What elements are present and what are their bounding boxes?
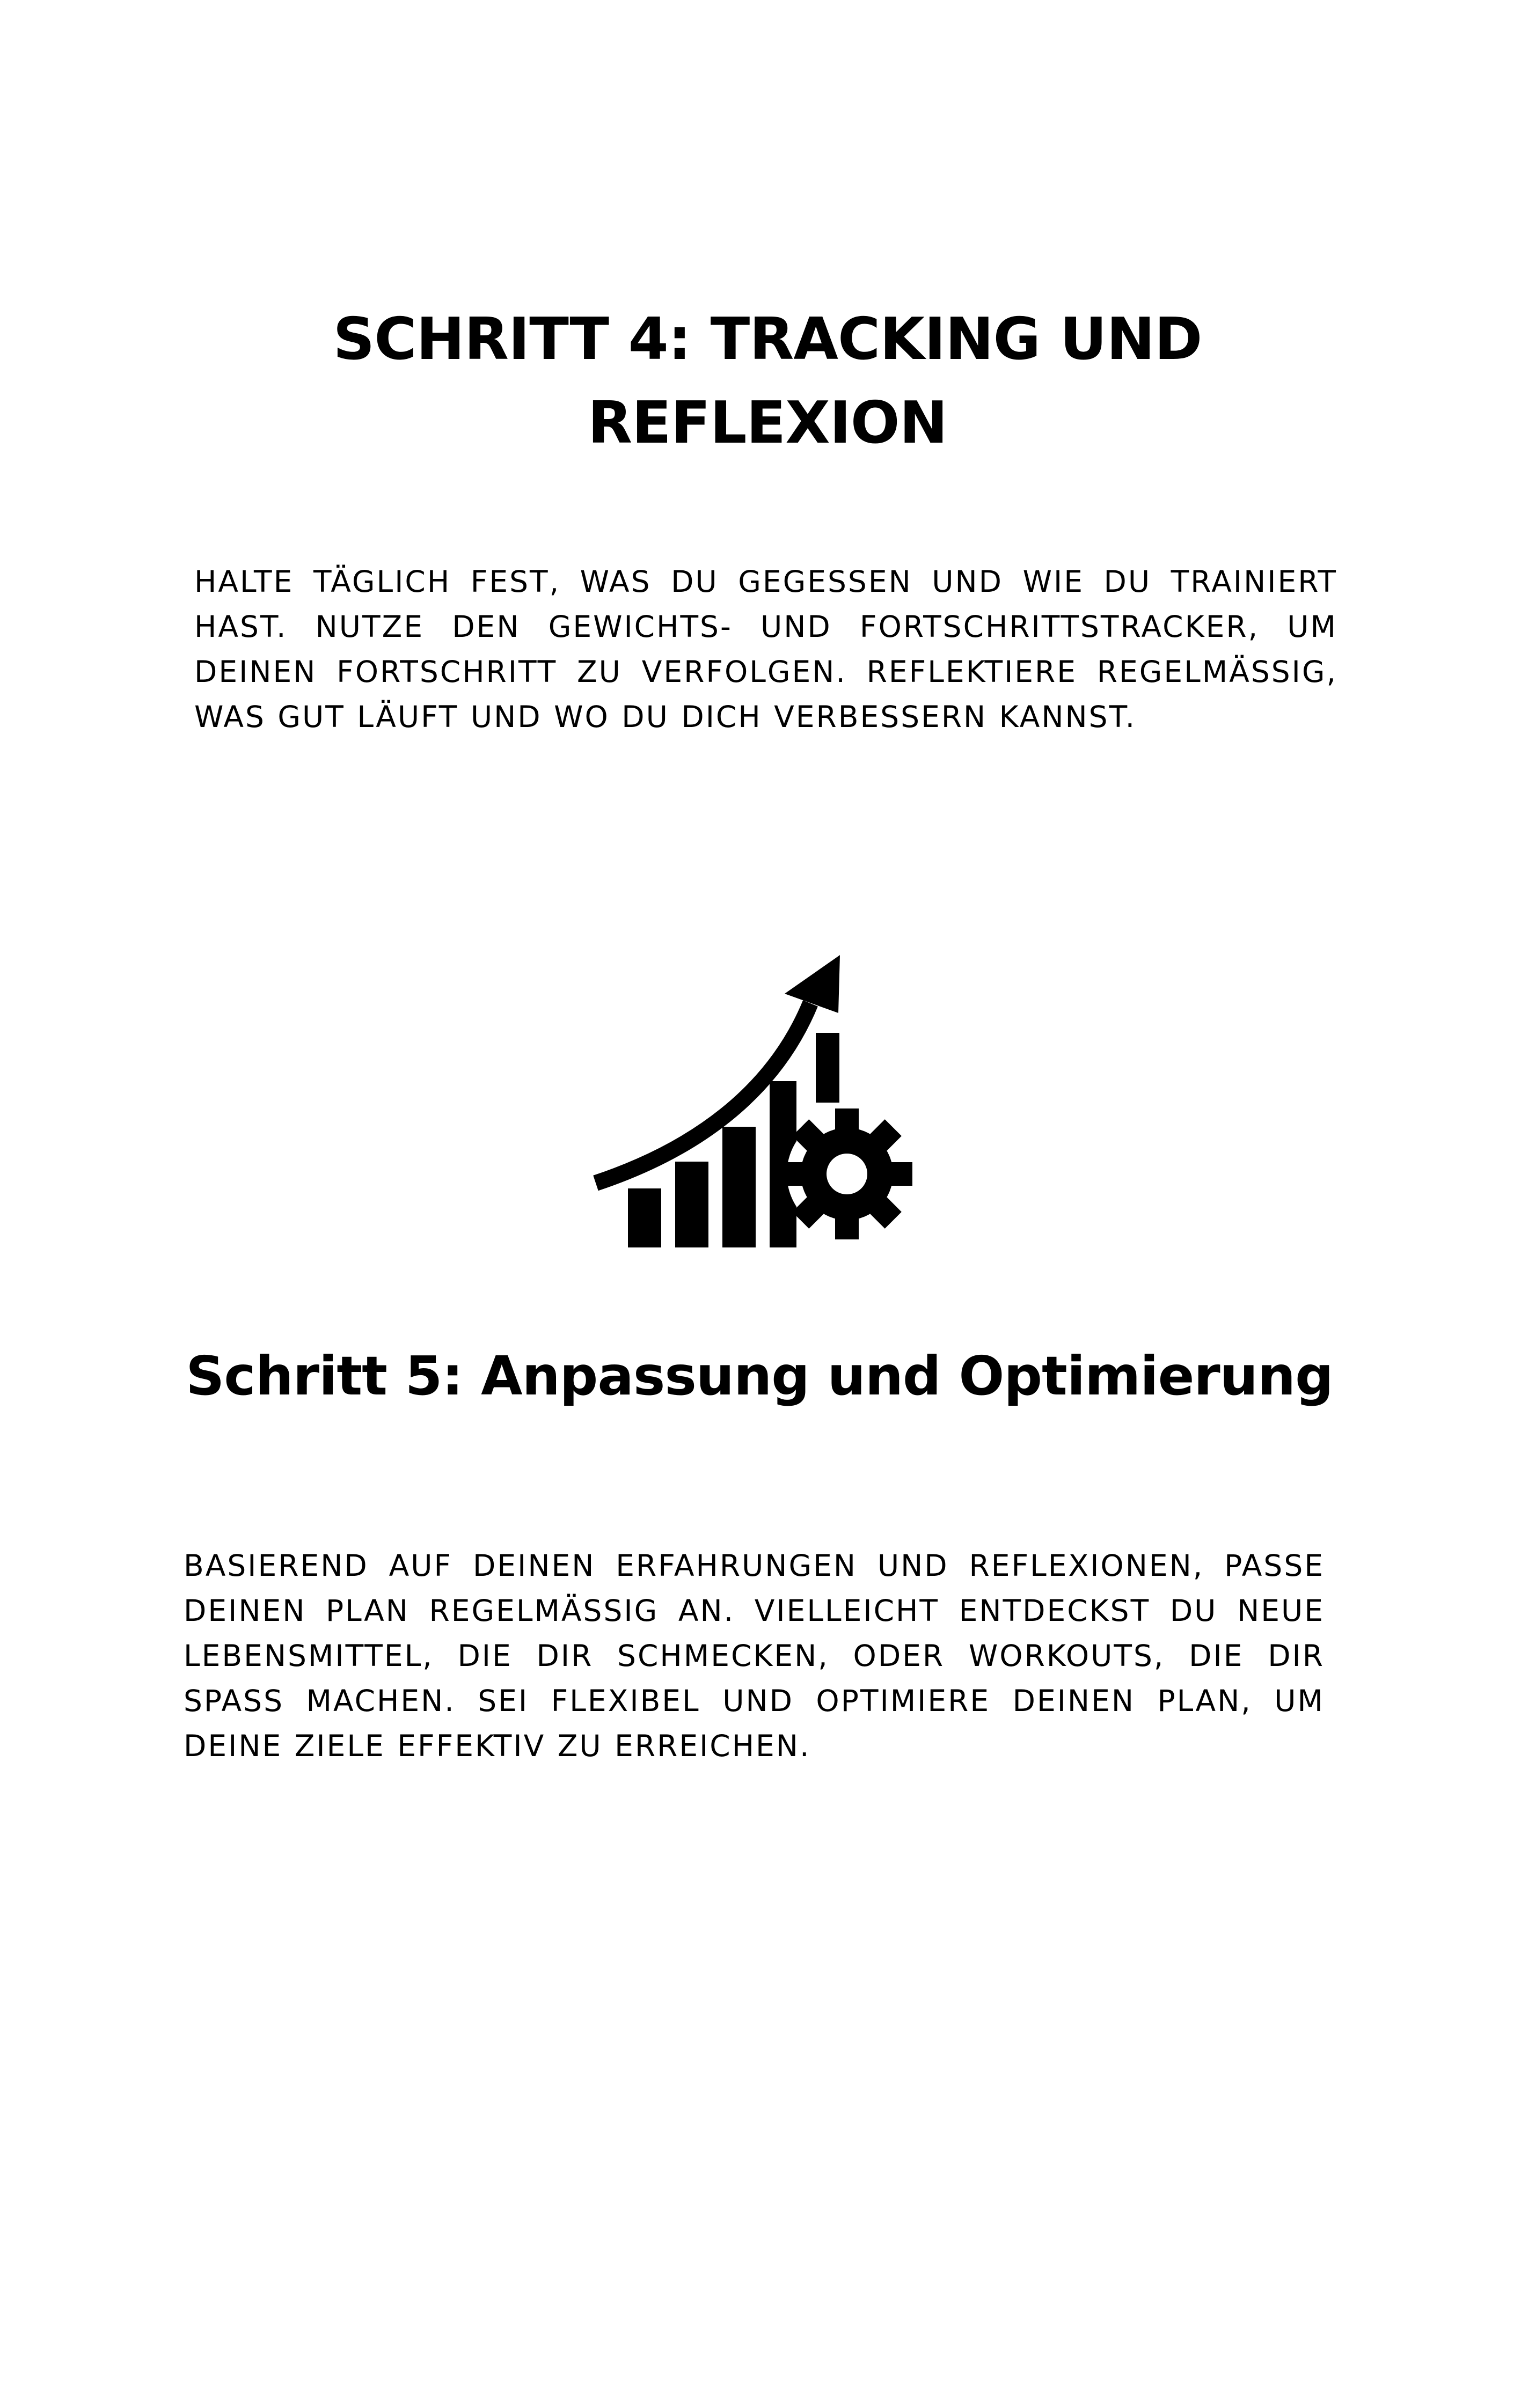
- section-4-body: HALTE TÄGLICH FEST, WAS DU GEGESSEN UND WIE DU TRAINIERT HAST. NUTZE DEN GEWICHTS- UND FORTSCHRITTSTRACKER, UM DEINEN FORTSCHRITT ZU VERFOLGEN. REFLEKTIERE REGELMÄSSIG, WAS GUT LÄUFT UND WO DU DICH VERBESSERN KANNST.: [194, 564, 1337, 734]
- section-5-heading: Schritt 5: Anpassung und Optimierung: [186, 1345, 1333, 1407]
- growth-chart-gear-icon: [590, 934, 939, 1256]
- section-5-body: BASIEREND AUF DEINEN ERFAHRUNGEN UND REFLEXIONEN, PASSE DEINEN PLAN REGELMÄSSIG AN. VIELLEICHT ENTDECKST DU NEUE LEBENSMITTEL, DIE DIR SCHMECKEN, ODER WORKOUTS, DIE DIR SPASS MACHEN. SEI FLEXIBEL UND OPTIMIERE DEINEN PLAN, UM DEINE ZIELE EFFEKTIV ZU ERREICHEN.: [184, 1548, 1325, 1763]
- section-4-heading: SCHRITT 4: TRACKING UND REFLEXION: [333, 306, 1202, 457]
